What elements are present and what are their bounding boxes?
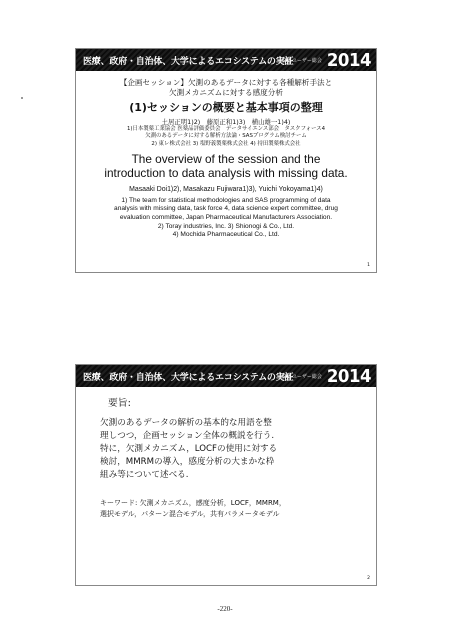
slide-page-number: 2: [367, 576, 370, 581]
banner-subtitle: SASユーザー総会: [282, 58, 322, 64]
keyword-line: 選択モデル，パターン混合モデル，共有パラメータモデル: [100, 510, 280, 518]
affiliation-line: 1)日本製薬工業協会 医薬品評価委員会 データサイエンス部会 タスクフォース4: [126, 126, 326, 132]
affiliation-en-line: 2) Toray industries, Inc. 3) Shionogi & Co., Ltd.: [157, 222, 295, 230]
banner-subtitle: SASユーザー総会: [282, 374, 322, 380]
affiliation-line: 欠測のあるデータに対する解析方法論・SASプログラム検討チーム: [145, 133, 307, 140]
affiliations-en: [76, 197, 376, 240]
slide-page-number: 1: [367, 263, 370, 268]
scan-dot: [21, 97, 23, 99]
abstract-line: 欠測のあるデータの解析の基本的な用語を整: [100, 418, 272, 428]
affiliation-line: 2) 東レ株式会社 3) 塩野義製薬株式会社 4) 持田製薬株式会社: [151, 140, 301, 147]
keyword-line: キーワード: 欠測メカニズム，感度分析，LOCF，MMRM，: [100, 499, 286, 507]
slide-1: [75, 48, 377, 273]
abstract-line: 理しつつ，企画セッション全体の概説を行う.: [100, 431, 275, 441]
affiliation-en-line: analysis with missing data, task force 4, data science expert committee, drug: [114, 205, 338, 213]
slide-1-banner: [76, 49, 376, 71]
authors-jp: 土居正明1)2) 藤原正和1)3) 横山雄一1)4): [161, 118, 291, 126]
abstract-line: 特に，欠測メカニズム，LOCFの使用に対する: [100, 444, 278, 454]
slide-heading: (1)セッションの概要と基本事項の整理: [129, 101, 323, 114]
affiliations-jp: [76, 126, 376, 148]
abstract-paragraph: [100, 417, 364, 482]
banner-year: 2014: [326, 366, 371, 387]
slide-2-banner: [76, 365, 376, 387]
banner-year: 2014: [326, 50, 371, 71]
session-title-line: 欠測メカニズムに対する感度分析: [169, 88, 283, 97]
english-title: [76, 152, 376, 180]
abstract-line: 検討，MMRMの導入，感度分析の大まかな枠: [100, 457, 275, 467]
affiliation-en-line: 1) The team for statistical methodologies and SAS programming of data: [121, 196, 331, 204]
abstract-body: [76, 387, 376, 520]
abstract-heading: 要旨:: [108, 398, 131, 409]
banner-title: 医療、政府・自治体、大学によるエコシステムの実証: [83, 57, 294, 67]
banner-title: 医療、政府・自治体、大学によるエコシステムの実証: [83, 373, 294, 383]
english-title-line: The overview of the session and the: [131, 151, 321, 166]
affiliation-en-line: evaluation committee, Japan Pharmaceutical Manufacturers Association.: [119, 214, 333, 222]
session-title: [76, 78, 376, 98]
session-title-line: 【企画セッション】欠測のあるデータに対する各種解析手法と: [119, 78, 333, 87]
page-footer: -220-: [217, 605, 233, 613]
english-title-line: introduction to data analysis with missing data.: [104, 165, 348, 180]
authors-en: Masaaki Doi1)2), Masakazu Fujiwara1)3), Yuichi Yokoyama1)4): [129, 185, 323, 193]
slide-2: [75, 364, 377, 586]
keywords: [100, 498, 364, 520]
affiliation-en-line: 4) Mochida Pharmaceutical Co., Ltd.: [172, 231, 280, 239]
abstract-line: 組み等について述べる.: [100, 470, 189, 480]
